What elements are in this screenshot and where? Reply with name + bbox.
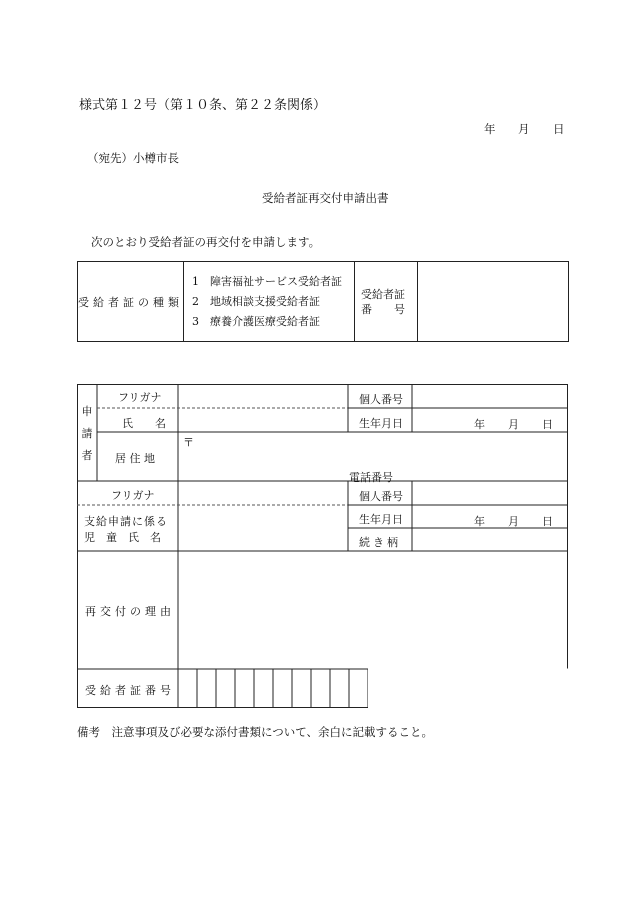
child-birthdate-label: 生年月日 [359,513,403,526]
application-form [77,384,568,708]
birth-day: 日 [542,418,553,431]
child-name-label-1: 支給申請に係る [84,515,168,528]
name-field[interactable] [179,409,347,431]
child-birth-month: 月 [508,515,519,528]
type-option-1[interactable]: 1 障害福祉サービス受給者証 [192,274,342,288]
relation-label: 続き柄 [359,536,401,549]
date-year: 年 [484,122,496,136]
address-field[interactable] [179,433,567,480]
child-personal-no-label: 個人番号 [359,490,403,503]
personal-no-label: 個人番号 [359,393,403,406]
date-day: 日 [553,122,565,136]
applicant-label: 申 請 者 [81,405,93,462]
cert-no-label-line2: 番 号 [361,302,405,316]
intro-text: 次のとおり受給者証の再交付を申請します。 [91,235,321,249]
postal-mark: 〒 [183,436,194,449]
child-birth-day: 日 [542,515,553,528]
birth-month: 月 [508,418,519,431]
furigana-field[interactable] [179,385,347,407]
reason-label: 再交付の理由 [85,605,175,618]
type-option-3[interactable]: 3 療養介護医療受給者証 [192,314,320,328]
address-label: 居 住 地 [115,452,155,465]
child-name-label-2: 児 童 氏 名 [84,531,161,544]
child-name-field[interactable] [179,506,347,550]
name-label: 氏 名 [122,417,166,430]
type-options[interactable] [184,262,355,342]
child-birth-year: 年 [474,515,485,528]
phone-label: 電話番号 [349,471,393,484]
certificate-type-table [77,261,569,342]
child-furigana-label: フリガナ [111,489,155,502]
cert-no-label [355,262,418,342]
cert-no-field[interactable] [418,262,569,342]
addressee: （宛先）小樽市長 [87,151,179,165]
cert-number-boxes[interactable] [179,670,368,707]
cert-number-label: 受給者証番号 [85,684,175,697]
type-option-2[interactable]: 2 地域相談支援受給者証 [192,294,320,308]
footer-note: 備考 注意事項及び必要な添付書類について、余白に記載すること。 [77,725,434,739]
personal-no-field[interactable] [413,385,567,407]
form-number: 様式第１２号（第１０条、第２２条関係） [79,98,327,113]
child-furigana-field[interactable] [179,482,347,504]
cert-no-label-line1: 受給者証 [361,287,405,301]
date-month: 月 [518,122,530,136]
page-title: 受給者証再交付申請出書 [262,191,389,205]
relation-field[interactable] [413,529,567,550]
child-personal-no-field[interactable] [413,482,567,504]
type-label: 受給者証の種類 [78,262,184,342]
reason-field[interactable] [179,552,567,668]
birth-year: 年 [474,418,485,431]
furigana-label: フリガナ [118,391,162,404]
birthdate-label: 生年月日 [359,417,403,430]
